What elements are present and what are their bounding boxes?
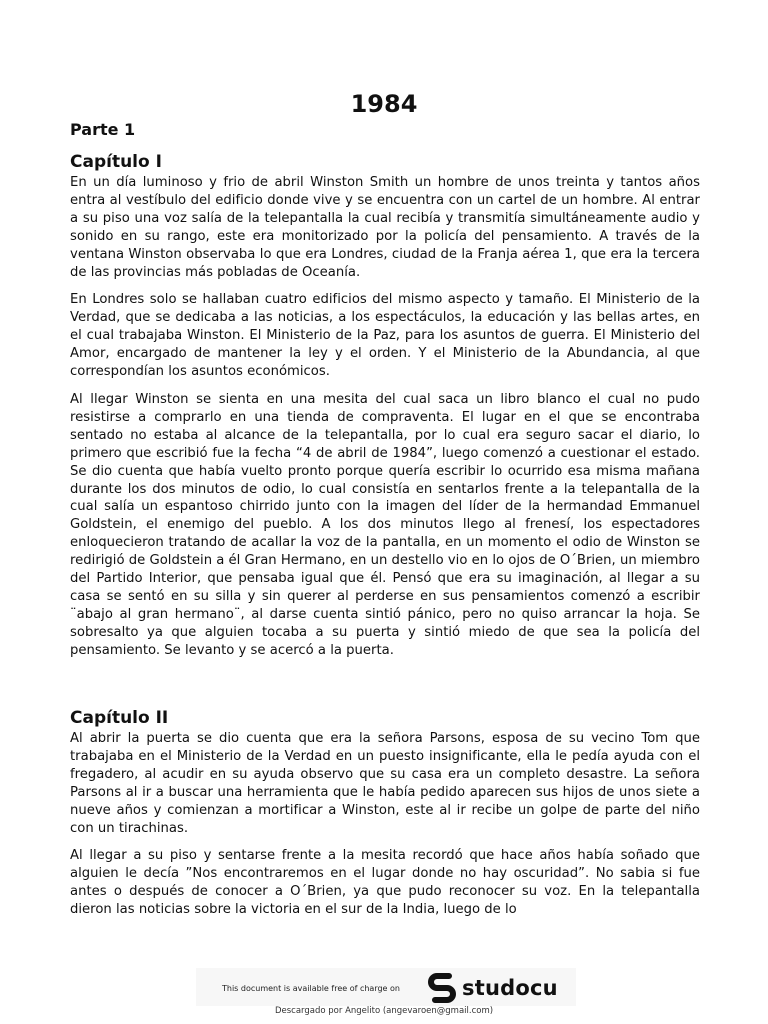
chapter-1 [70, 152, 700, 670]
paragraph: Al abrir la puerta se dio cuenta que era la señora Parsons, esposa de su vecino Tom que trabajaba en el Ministerio de la Verdad en un puesto insignificante, ella le pedía ayuda con el fregadero, al acudir en su ayuda observo que su casa era un completo desastre. La señora Parsons al ir a buscar una herramienta que le había pedido aparecen sus hijos de unos siete a nueve años y comienzan a mortificar a Winston, este al ir recibe un golpe de parte del niño con un tirachinas. [70, 731, 700, 836]
part-heading: Parte 1 [70, 120, 136, 139]
chapter-2 [70, 708, 700, 929]
paragraph: Al llegar Winston se sienta en una mesita del cual saca un libro blanco el cual no pudo resistirse a comprarlo en una tienda de compraventa. El lugar en el que se encontraba sentado no estaba al alcance de la telepantalla, por lo cual era seguro sacar el diario, lo primero que escribió fue la fecha “4 de abril de 1984”, luego comenzó a cuestionar el estado. Se dio cuenta que había vuelto pronto porque quería escribir lo ocurrido esa misma mañana durante los dos minutos de odio, lo cual consistía en sentarlos frente a la telepantalla de la cual salía un espantoso chirrido junto con la imagen del líder de la hermandad Emmanuel Goldstein, el enemigo del pueblo. A los dos minutos llego al frenesí, los espectadores enloquecieron tratando de acallar la voz de la pantalla, en un momento el odio de Winston se redirigió de Goldstein a él Gran Hermano, en un destello vio en lo ojos de O´Brien, un miembro del Partido Interior, que pensaba igual que él. Pensó que era su imaginación, al llegar a su casa se sentó en su silla y sin querer al perderse en sus pensamientos comenzó a escribir ¨abajo al gran hermano¨, al darse cuenta sintió pánico, pero no quiso arrancar la hoja. Se sobresalto ya que alguien tocaba a su puerta y sintió miedo de que sea la policía del pensamiento. Se levanto y se acercó a la puerta. [70, 391, 701, 658]
chapter-heading: Capítulo II [70, 708, 169, 728]
document-title: 1984 [350, 90, 418, 118]
paragraph: Al llegar a su piso y sentarse frente a la mesita recordó que hace años había soñado que alguien le decía ”Nos encontraremos en el lugar donde no hay oscuridad”. No sabia si fue antes o después de conocer a O´Brien, ya que pudo reconocer su voz. En la telepantalla dieron las noticias sobre la victoria en el sur de la India, luego de lo [70, 848, 700, 918]
paragraph: En un día luminoso y frio de abril Winston Smith un hombre de unos treinta y tantos años entra al vestíbulo del edificio donde vive y se encuentra con un cartel de un hombre. Al entrar a su piso una voz salía de la telepantalla la cual recibía y transmitía simultáneamente audio y sonido en su rango, este era monitorizado por la policía del pensamiento. A través de la ventana Winston observaba lo que era Londres, ciudad de la Franja aérea 1, que era la tercera de las provincias más pobladas de Oceanía. [70, 175, 700, 280]
paragraph: En Londres solo se hallaban cuatro edificios del mismo aspecto y tamaño. El Ministerio de la Verdad, que se dedicaba a las noticias, a los espectáculos, la educación y las bellas artes, en el cual trabajaba Winston. El Ministerio de la Paz, para los asuntos de guerra. El Ministerio del Amor, encargado de mantener la ley y el orden. Y el Ministerio de la Abundancia, al que correspondían los asuntos económicos. [70, 292, 700, 380]
studocu-logo-icon[interactable] [427, 972, 457, 1004]
download-info: Descargado por Angelito (angevaroen@gmail.com) [274, 1006, 494, 1016]
footer-available-text: This document is available free of charge on [222, 984, 400, 993]
chapter-heading: Capítulo I [70, 152, 162, 172]
studocu-brand[interactable]: studocu [462, 976, 558, 1000]
